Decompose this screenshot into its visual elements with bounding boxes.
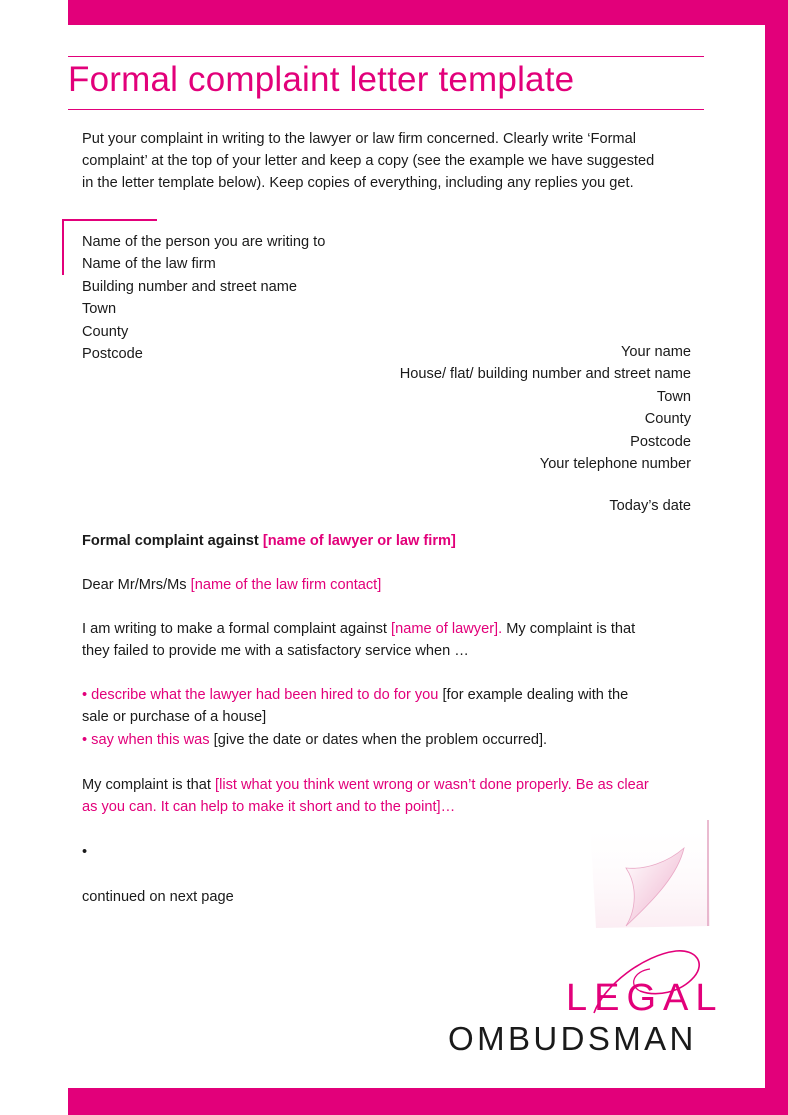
salutation-text: Dear Mr/Mrs/Ms bbox=[82, 577, 187, 593]
address-bracket-vertical bbox=[62, 219, 64, 275]
subject-label: Formal complaint against bbox=[82, 533, 259, 549]
bullet-marker: • bbox=[82, 687, 88, 703]
body1-end: My complaint is that bbox=[506, 621, 636, 637]
subject-line bbox=[82, 531, 702, 553]
body1-placeholder: [name of lawyer]. bbox=[391, 621, 503, 637]
recipient-line: Name of the law firm bbox=[82, 256, 216, 273]
legal-ombudsman-logo bbox=[444, 945, 724, 1060]
sender-line: Your name bbox=[620, 344, 691, 360]
intro-paragraph bbox=[82, 128, 722, 194]
bullet-marker: • bbox=[82, 732, 88, 749]
bullet-rest: [give the date or dates when the problem occurred]. bbox=[213, 732, 548, 749]
body1-start: I am writing to make a formal complaint against bbox=[82, 621, 387, 637]
salutation bbox=[82, 575, 702, 597]
body1-line2: they failed to provide me with a satisfactory service when … bbox=[82, 642, 469, 659]
subject-placeholder: [name of lawyer or law firm] bbox=[262, 533, 456, 549]
bullet-highlight: say when this was bbox=[91, 732, 210, 749]
recipient-line: Building number and street name bbox=[82, 278, 297, 295]
address-bracket-horizontal bbox=[62, 219, 157, 221]
intro-line: Put your complaint in writing to the lawyer or law firm concerned. Clearly write ‘Formal bbox=[82, 131, 636, 147]
empty-bullet: • bbox=[82, 844, 88, 860]
salutation-placeholder: [name of the law firm contact] bbox=[190, 577, 382, 593]
body-paragraph-1 bbox=[82, 619, 702, 662]
intro-line: in the letter template below). Keep copies of everything, including any replies you get. bbox=[82, 175, 634, 191]
right-accent-band bbox=[765, 0, 788, 1115]
top-accent-band bbox=[68, 0, 788, 25]
sender-line: County bbox=[644, 411, 691, 428]
recipient-address bbox=[82, 231, 325, 365]
recipient-line: Name of the person you are writing to bbox=[82, 234, 326, 250]
intro-line: complaint’ at the top of your letter and keep a copy (see the example we have suggested bbox=[82, 153, 655, 169]
logo-ombudsman: OMBUDSMAN bbox=[448, 1020, 697, 1057]
body2-placeholder-1: [list what you think went wrong or wasn’t done properly. Be as clear bbox=[215, 777, 649, 793]
letter-date: Today’s date bbox=[609, 498, 691, 514]
bullet-rest: [for example dealing with the bbox=[442, 687, 629, 703]
continued-note: continued on next page bbox=[82, 889, 234, 905]
sender-line: Town bbox=[656, 388, 691, 405]
body-paragraph-2 bbox=[82, 775, 702, 818]
logo-legal: LEGAL bbox=[566, 977, 724, 1019]
body2-start: My complaint is that bbox=[82, 777, 211, 793]
list-item bbox=[82, 685, 702, 707]
bullet-list bbox=[82, 685, 702, 752]
recipient-line: Town bbox=[82, 301, 117, 318]
sender-address bbox=[300, 341, 691, 475]
page-title: Formal complaint letter template bbox=[68, 60, 575, 99]
sender-line: Postcode bbox=[630, 433, 691, 450]
bottom-accent-band bbox=[68, 1088, 788, 1115]
recipient-line: Postcode bbox=[82, 346, 143, 363]
body2-placeholder-2: as you can. It can help to make it short and to the point]… bbox=[82, 798, 456, 815]
recipient-line: County bbox=[82, 323, 129, 340]
title-rule-bottom bbox=[68, 109, 704, 110]
page-curl-graphic bbox=[586, 818, 716, 930]
bullet-continuation: sale or purchase of a house] bbox=[82, 708, 267, 725]
sender-line: House/ flat/ building number and street name bbox=[399, 366, 691, 383]
list-item bbox=[82, 730, 702, 752]
sender-line: Your telephone number bbox=[539, 456, 691, 473]
bullet-highlight: describe what the lawyer had been hired to do for you bbox=[91, 687, 439, 703]
title-rule-top bbox=[68, 56, 704, 57]
